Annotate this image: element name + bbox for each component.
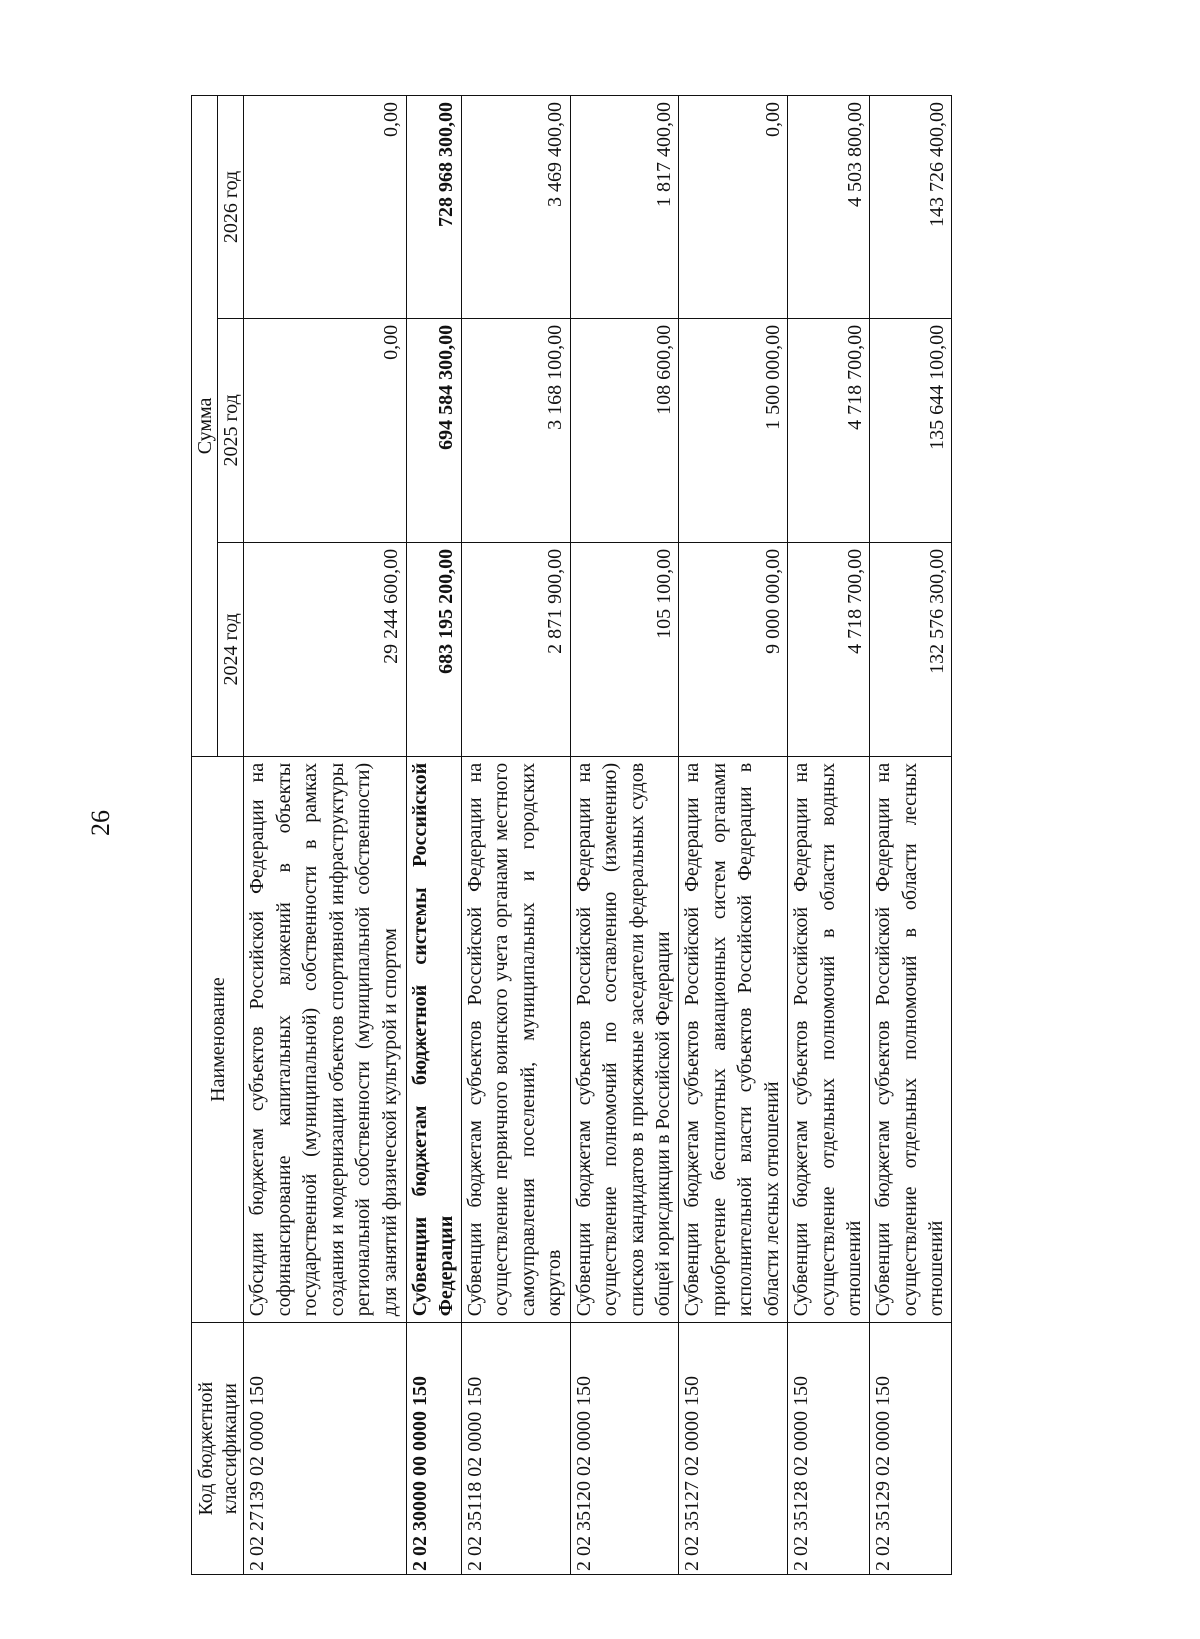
row-amount-2026: 0,00	[244, 96, 407, 319]
row-amount-2024: 105 100,00	[570, 542, 679, 756]
row-name: Субвенции бюджетам субъектов Российской Федерации на осуществление отдельных полномочий в области лесных отношений	[870, 756, 952, 1322]
row-amount-2026: 728 968 300,00	[406, 96, 461, 319]
row-code: 2 02 27139 02 0000 150	[244, 1323, 407, 1575]
table-row	[244, 96, 407, 1575]
row-amount-2025: 3 168 100,00	[461, 318, 570, 542]
row-code: 2 02 35127 02 0000 150	[679, 1323, 788, 1575]
row-amount-2026: 143 726 400,00	[870, 96, 952, 319]
row-amount-2024: 9 000 000,00	[679, 542, 788, 756]
table-row	[406, 96, 461, 1575]
row-code: 2 02 35128 02 0000 150	[788, 1323, 870, 1575]
row-amount-2025: 1 500 000,00	[679, 318, 788, 542]
header-year-2025: 2025 год	[218, 318, 244, 542]
row-amount-2026: 0,00	[679, 96, 788, 319]
row-amount-2026: 3 469 400,00	[461, 96, 570, 319]
row-code: 2 02 35120 02 0000 150	[570, 1323, 679, 1575]
row-name: Субвенции бюджетам субъектов Российской Федерации на осуществление отдельных полномочий в области водных отношений	[788, 756, 870, 1322]
row-amount-2025: 108 600,00	[570, 318, 679, 542]
row-name: Субсидии бюджетам субъектов Российской Федерации на софинансирование капитальных вложений в объекты государственной (муниципальной) собственности в рамках создания и модернизации объектов спортивной инфраструктуры региональной собственности (муниципальной собственности) для занятий физической культурой и спортом	[244, 756, 407, 1322]
row-amount-2026: 1 817 400,00	[570, 96, 679, 319]
row-amount-2025: 0,00	[244, 318, 407, 542]
row-amount-2024: 2 871 900,00	[461, 542, 570, 756]
header-sum: Сумма	[192, 96, 218, 757]
header-code: Код бюджетной классификации	[192, 1323, 244, 1575]
row-amount-2024: 683 195 200,00	[406, 542, 461, 756]
budget-table	[191, 95, 952, 1575]
row-amount-2024: 29 244 600,00	[244, 542, 407, 756]
row-code: 2 02 35118 02 0000 150	[461, 1323, 570, 1575]
header-year-2024: 2024 год	[218, 542, 244, 756]
page-number: 26	[86, 810, 115, 836]
row-code: 2 02 35129 02 0000 150	[870, 1323, 952, 1575]
row-amount-2026: 4 503 800,00	[788, 96, 870, 319]
rotated-table-container	[191, 95, 952, 1575]
row-name: Субвенции бюджетам субъектов Российской Федерации на осуществление первичного воинского учета органами местного самоуправления поселений, муниципальных и городских округов	[461, 756, 570, 1322]
row-name: Субвенции бюджетам субъектов Российской Федерации на приобретение беспилотных авиационных систем органами исполнительной власти субъектов Российской Федерации в области лесных отношений	[679, 756, 788, 1322]
row-code: 2 02 30000 00 0000 150	[406, 1323, 461, 1575]
row-amount-2024: 132 576 300,00	[870, 542, 952, 756]
row-amount-2025: 4 718 700,00	[788, 318, 870, 542]
row-amount-2025: 135 644 100,00	[870, 318, 952, 542]
row-name: Субвенции бюджетам бюджетной системы Российской Федерации	[406, 756, 461, 1322]
row-amount-2024: 4 718 700,00	[788, 542, 870, 756]
header-year-2026: 2026 год	[218, 96, 244, 319]
table-row	[461, 96, 570, 1575]
table-row	[570, 96, 679, 1575]
row-amount-2025: 694 584 300,00	[406, 318, 461, 542]
row-name: Субвенции бюджетам субъектов Российской Федерации на осуществление полномочий по составлению (изменению) списков кандидатов в присяжные заседатели федеральных судов общей юрисдикции в Российской Федерации	[570, 756, 679, 1322]
table-body	[244, 96, 952, 1575]
table-row	[679, 96, 788, 1575]
table-row	[788, 96, 870, 1575]
header-name: Наименование	[192, 756, 244, 1322]
table-row	[870, 96, 952, 1575]
